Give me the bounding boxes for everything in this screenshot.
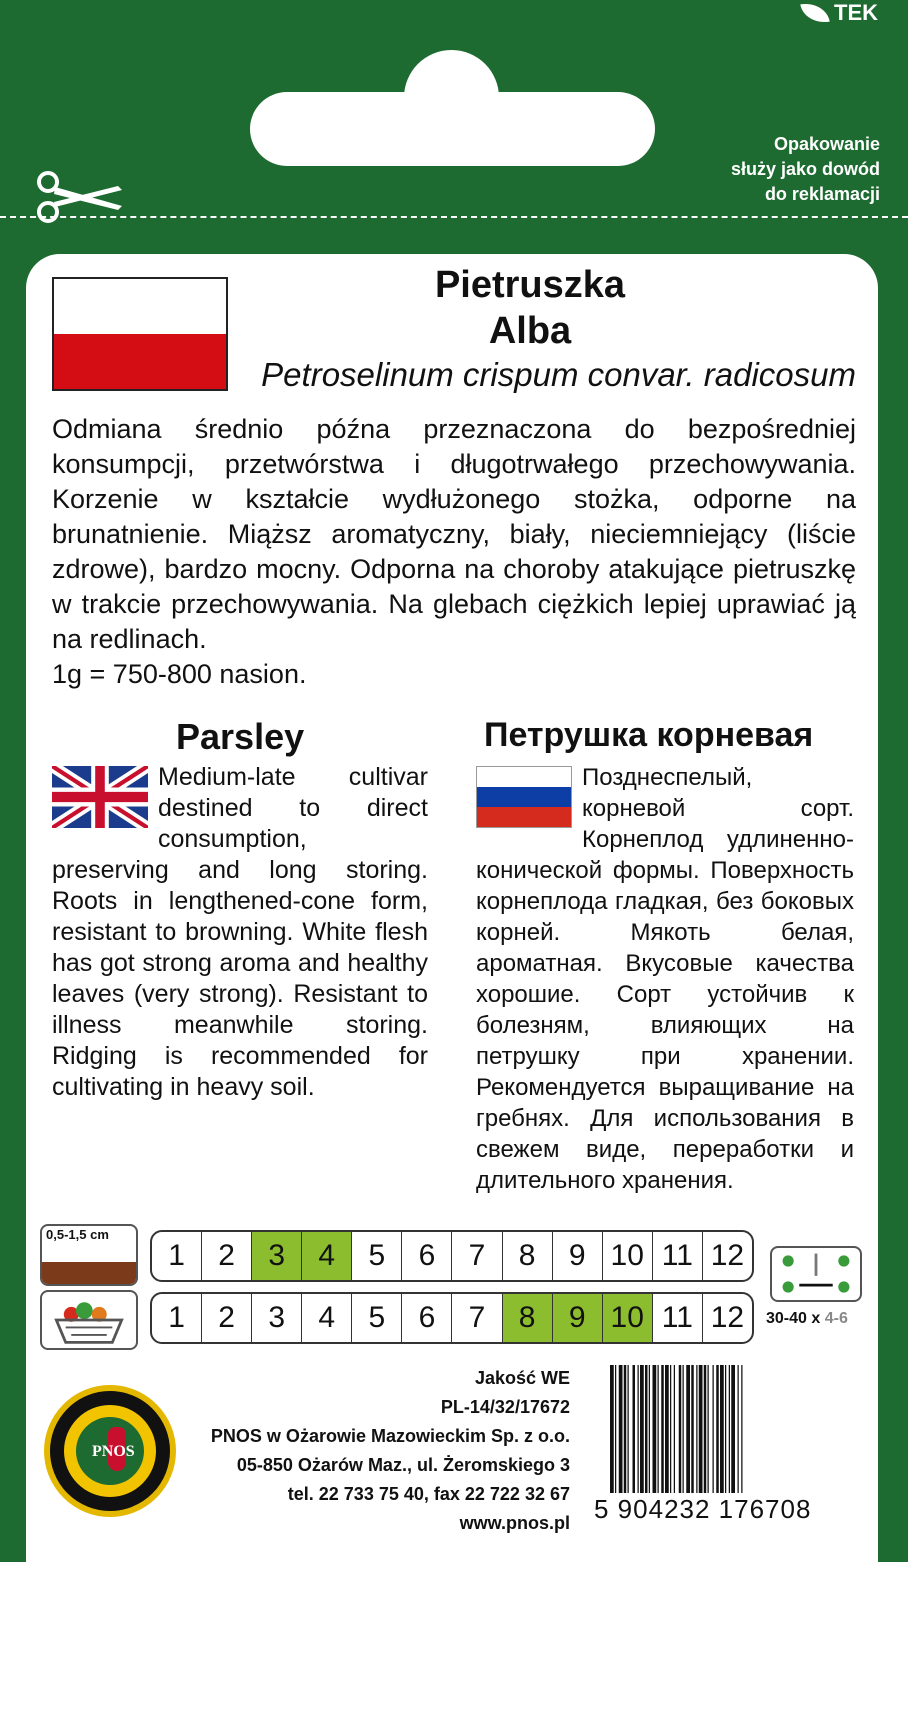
poland-flag-icon: [52, 277, 228, 391]
company-name: PNOS w Ożarowie Mazowieckim Sp. z o.o.: [210, 1426, 570, 1446]
leaf-icon: [800, 0, 829, 26]
harvest-basket-icon: [40, 1290, 138, 1350]
scissors-icon: [34, 168, 126, 228]
spacing-plants: 4-6: [824, 1310, 848, 1327]
notice-line: Opakowanie: [773, 134, 880, 154]
registration-number: PL-14/32/17672: [440, 1397, 570, 1417]
harvest-month-1: 1: [152, 1294, 202, 1342]
sowing-month-12: 12: [710, 1239, 745, 1272]
harvest-month-3: 3: [252, 1294, 302, 1342]
brand-mark: [802, 0, 878, 26]
harvest-month-11: 11: [653, 1294, 703, 1342]
sowing-month-5: 5: [352, 1232, 402, 1280]
spacing-text: [766, 1310, 848, 1328]
notice-line: do reklamacji: [764, 184, 880, 204]
seed-count: 1g = 750-800 nasion.: [52, 659, 307, 689]
company-address: 05-850 Ożarów Maz., ul. Żeromskiego 3: [236, 1455, 570, 1475]
description-ru-text: Позднеспелый, корневой сорт. Корнеплод удлиненно-конической формы. Поверхность корнеплода гладкая, без боковых корней. Мякоть белая, ароматная. Вкусовые качества хорошие. Сорт устойчив к болезням, влияющих на петрушку при хранении. Рекомендуется выращивание на гребнях. Для использования в свежем виде, переработки и длительного хранения.: [476, 764, 854, 1194]
english-heading: Parsley: [176, 716, 305, 757]
sowing-month-7: 7: [452, 1232, 502, 1280]
sowing-month-6: 6: [402, 1232, 452, 1280]
spacing-rows: 30-40: [766, 1310, 807, 1327]
complaint-notice: [731, 132, 880, 207]
sowing-month-10: 10: [603, 1232, 653, 1280]
sowing-month-4: 4: [302, 1232, 352, 1280]
sowing-month-8: 8: [503, 1232, 553, 1280]
company-phone: tel. 22 733 75 40, fax 22 722 32 67: [287, 1484, 570, 1504]
sowing-month-9: 9: [553, 1232, 603, 1280]
plant-spacing-icon: [770, 1246, 862, 1302]
sowing-month-1: 1: [152, 1232, 202, 1280]
sowing-months: [150, 1230, 754, 1282]
brand-text: TEK: [834, 0, 878, 25]
harvest-month-2: 2: [202, 1294, 252, 1342]
harvest-month-7: 7: [452, 1294, 502, 1342]
sowing-month-2: 2: [202, 1232, 252, 1280]
notice-line: służy jako dowód: [730, 159, 880, 179]
description-pl: [52, 412, 856, 692]
hang-hole: [250, 92, 655, 166]
harvest-month-4: 4: [302, 1294, 352, 1342]
barcode: [610, 1365, 854, 1493]
harvest-month-5: 5: [352, 1294, 402, 1342]
spacing-x: x: [811, 1310, 821, 1327]
harvest-month-10: 10: [603, 1294, 653, 1342]
harvest-month-8: 8: [503, 1294, 553, 1342]
barcode-number: 5 904232 176708: [594, 1494, 812, 1524]
uk-flag-icon: [52, 766, 148, 828]
harvest-month-9: 9: [553, 1294, 603, 1342]
russia-flag-icon: [476, 766, 572, 828]
company-website: www.pnos.pl: [459, 1513, 570, 1533]
logo-text: PNOS: [92, 1443, 135, 1460]
harvest-month-12: 12: [710, 1301, 745, 1334]
cut-line: [0, 216, 908, 218]
description-en-text: Medium-late cultivar destined to direct consumption, preserving and long storing. Roots in lengthened-cone form, resistant to browning. White flesh has got strong aroma and healthy leaves (very strong). Resistant to illness meanwhile storing. Ridging is recommended for cultivating in heavy soil.: [52, 763, 428, 1101]
product-title: Pietruszka: [434, 264, 626, 306]
company-info: [180, 1364, 570, 1538]
quality-mark: Jakość WE: [474, 1368, 570, 1388]
russian-heading: Петрушка корневая: [484, 716, 814, 754]
sowing-month-11: 11: [653, 1232, 703, 1280]
product-variety: Alba: [488, 310, 572, 352]
sowing-depth: 0,5-1,5 cm: [46, 1227, 109, 1242]
sowing-month-3: 3: [252, 1232, 302, 1280]
harvest-month-6: 6: [402, 1294, 452, 1342]
pnos-logo: [44, 1385, 176, 1517]
latin-name: Petroselinum crispum convar. radicosum: [261, 356, 856, 393]
sowing-icon: [40, 1224, 138, 1286]
harvest-months: [150, 1292, 754, 1344]
description-pl-text: Odmiana średnio późna przeznaczona do bezpośredniej konsumpcji, przetwórstwa i długotrwałego przechowywania. Korzenie w kształcie wydłużonego stożka, odporne na brunatnienie. Miąższ aromatyczny, biały, nieciemniejący (liście zdrowe), bardzo mocny. Odporna na choroby atakujące pietruszkę w trakcie przechowywania. Na glebach ciężkich lepiej uprawiać ją na redlinach.: [52, 414, 856, 654]
